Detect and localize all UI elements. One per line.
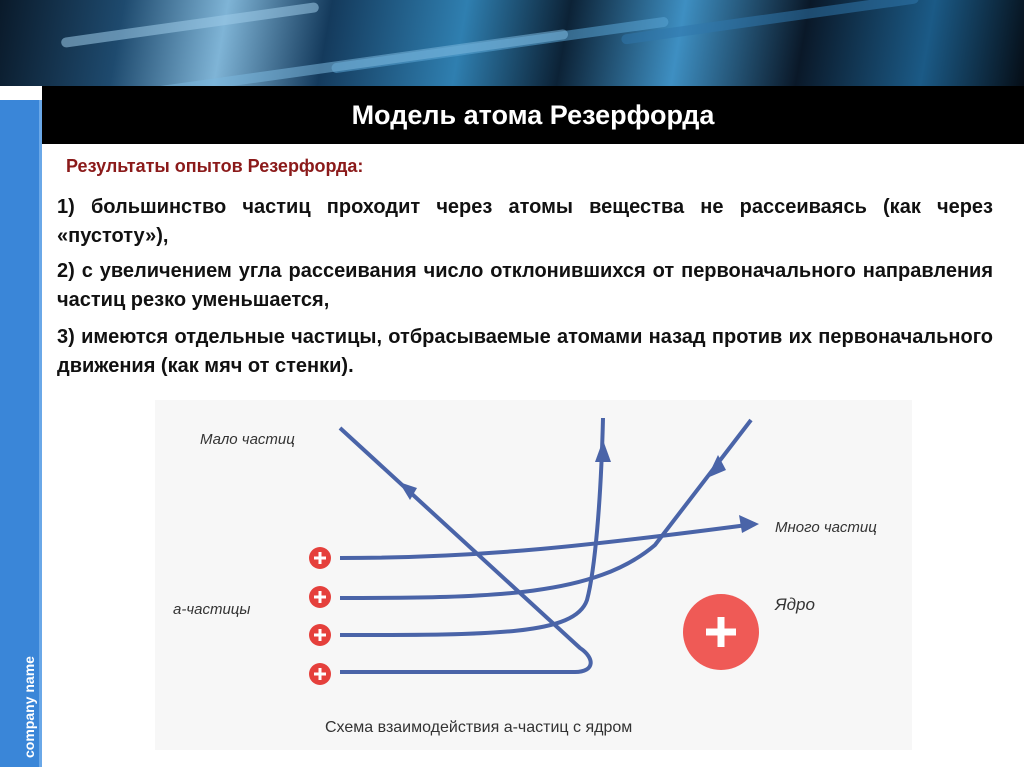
section-subtitle: Результаты опытов Резерфорда: — [66, 156, 364, 176]
label-nucleus: Ядро — [775, 595, 815, 614]
diagram-background — [155, 400, 912, 750]
alpha-particle — [309, 547, 331, 569]
side-bar-edge — [39, 100, 42, 767]
company-name: company name — [21, 656, 37, 758]
page-title: Модель атома Резерфорда — [351, 100, 715, 130]
alpha-particle — [309, 624, 331, 646]
result-item: 3) имеются отдельные частицы, отбрасываемые атомами назад против их первоначального движения (как мяч от стенки). — [57, 326, 993, 377]
title-bar — [42, 86, 1024, 144]
result-item: 2) с увеличением угла рассеивания число отклонившихся от первоначального направления частиц резко уменьшается, — [57, 260, 993, 311]
nucleus — [683, 594, 759, 670]
alpha-particle — [309, 663, 331, 685]
label-few-particles: Мало частиц — [200, 431, 295, 448]
label-many-particles: Много частиц — [775, 519, 877, 536]
label-alpha-particles: а-частицы — [173, 601, 251, 618]
result-item: 1) большинство частиц проходит через атомы вещества не рассеиваясь (как через «пустоту»), — [57, 196, 993, 247]
diagram-caption: Схема взаимодействия а-частиц с ядром — [325, 719, 633, 736]
rutherford-scattering-diagram — [155, 400, 912, 750]
alpha-particle — [309, 586, 331, 608]
banner-streak — [61, 2, 320, 48]
header-banner — [0, 0, 1024, 86]
banner-streak — [151, 29, 568, 86]
